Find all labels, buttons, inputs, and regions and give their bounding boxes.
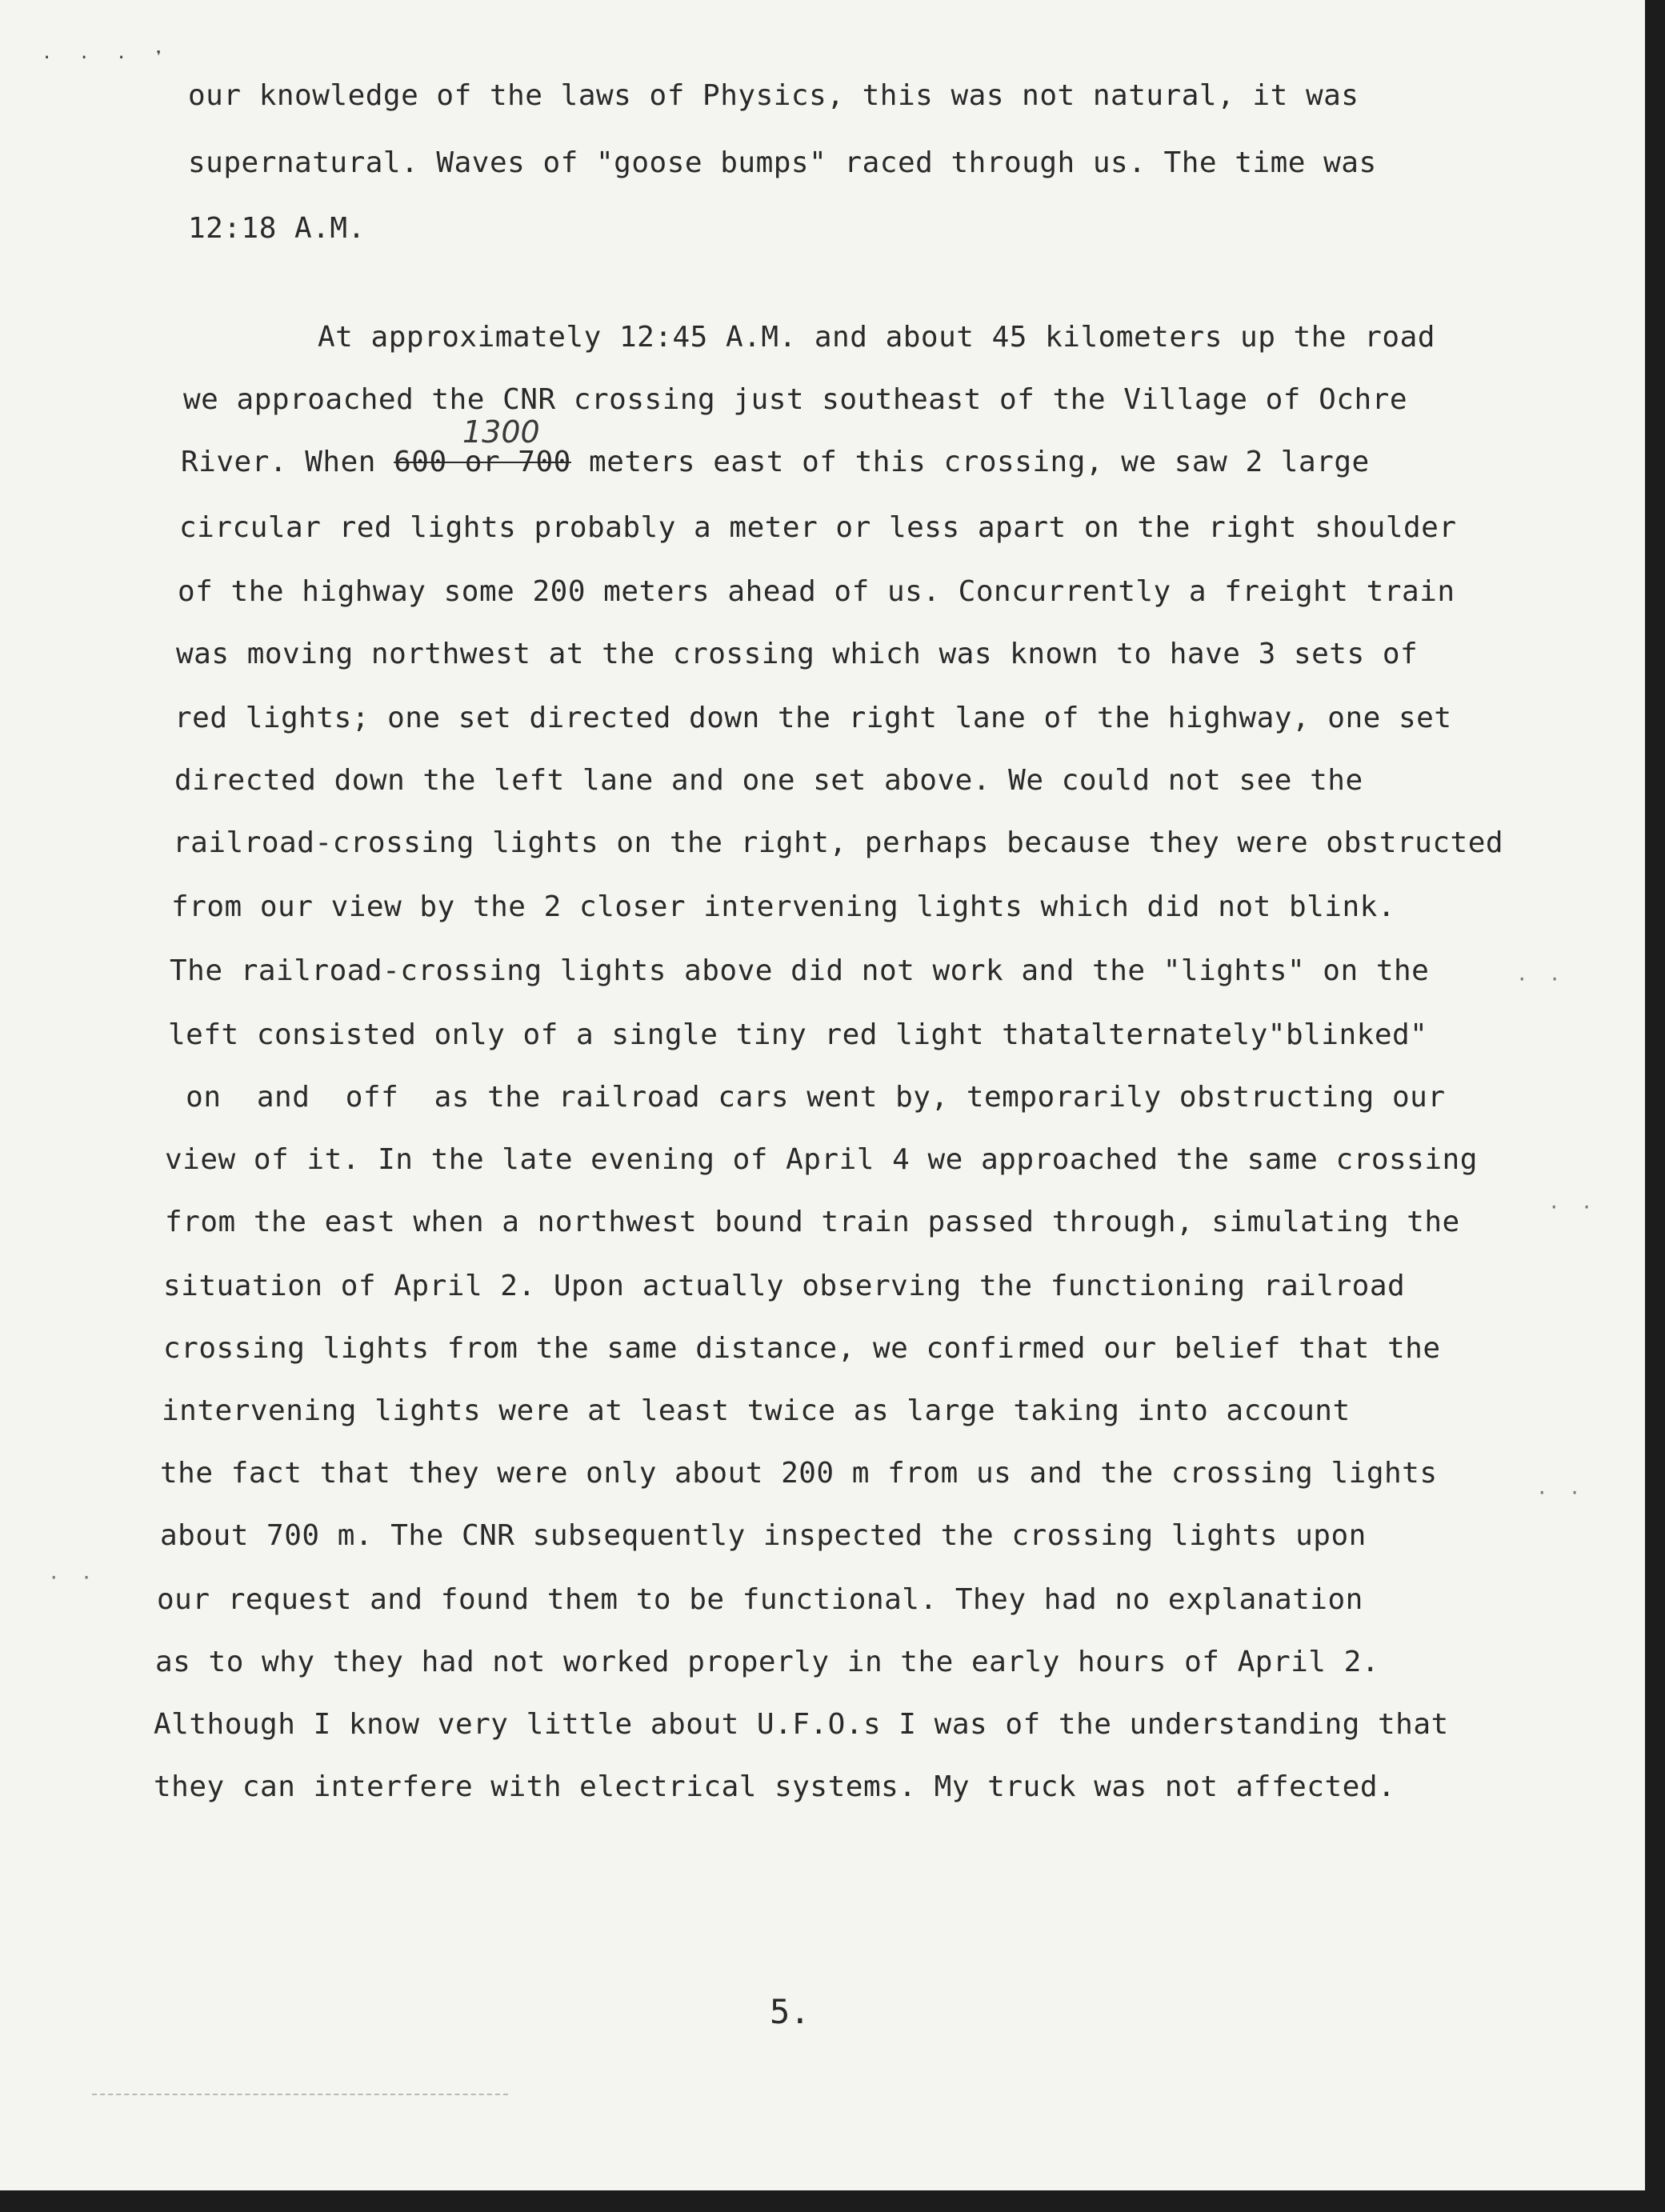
text-line-5: we approached the CNR crossing just southeast of the Village of Ochre xyxy=(183,383,1407,416)
margin-specks-right-3: · · xyxy=(1536,1482,1586,1504)
text-line-13: The railroad-crossing lights above did not work and the "lights" on the xyxy=(170,954,1430,987)
text-line-20: intervening lights were at least twice as large taking into account xyxy=(162,1394,1351,1427)
text-line-26: they can interfere with electrical systems. My truck was not affected. xyxy=(154,1770,1396,1803)
text-line-16: view of it. In the late evening of April 4 we approached the same crossing xyxy=(165,1143,1478,1176)
margin-specks-right-2: · · xyxy=(1548,1196,1598,1218)
river-line-before: River. When xyxy=(181,446,394,478)
text-line-23: our request and found them to be functional. They had no explanation xyxy=(157,1583,1363,1616)
text-line-3: 12:18 A.M. xyxy=(188,212,366,245)
text-line-river xyxy=(181,445,1370,480)
text-line-15: on and off as the railroad cars went by, temporarily obstructing our xyxy=(168,1081,1446,1114)
struck-out-text: 600 or 700 xyxy=(394,446,571,478)
text-line-19: crossing lights from the same distance, we confirmed our belief that the xyxy=(163,1332,1441,1365)
handwritten-correction: 1300 xyxy=(462,414,540,450)
text-line-10: directed down the left lane and one set above. We could not see the xyxy=(174,764,1363,797)
text-line-9: red lights; one set directed down the right lane of the highway, one set xyxy=(174,702,1452,734)
text-line-1: our knowledge of the laws of Physics, this was not natural, it was xyxy=(188,79,1359,112)
text-line-17: from the east when a northwest bound train passed through, simulating the xyxy=(165,1206,1460,1238)
corner-marks: · · · ❜ xyxy=(42,48,172,68)
text-line-22: about 700 m. The CNR subsequently inspected the crossing lights upon xyxy=(160,1519,1367,1552)
text-line-4: At approximately 12:45 A.M. and about 45 kilometers up the road xyxy=(318,321,1435,354)
text-line-11: railroad-crossing lights on the right, perhaps because they were obstructed xyxy=(173,826,1504,859)
text-line-7: of the highway some 200 meters ahead of us. Concurrently a freight train xyxy=(178,575,1455,608)
page-number: 5. xyxy=(770,1992,810,2031)
text-line-8: was moving northwest at the crossing which was known to have 3 sets of xyxy=(176,638,1419,670)
margin-specks-left: · · xyxy=(48,1566,98,1589)
text-line-18: situation of April 2. Upon actually observing the functioning railroad xyxy=(163,1270,1406,1302)
text-line-24: as to why they had not worked properly in the early hours of April 2. xyxy=(155,1646,1379,1678)
margin-specks-right-1: · · xyxy=(1516,968,1566,990)
text-line-2: supernatural. Waves of "goose bumps" raced through us. The time was xyxy=(188,146,1377,179)
text-line-25: Although I know very little about U.F.O.s I was of the understanding that xyxy=(154,1708,1449,1741)
text-line-14: left consisted only of a single tiny red light thatalternately"blinked" xyxy=(168,1018,1428,1051)
text-line-12: from our view by the 2 closer intervening lights which did not blink. xyxy=(171,890,1395,923)
text-line-6: circular red lights probably a meter or less apart on the right shoulder xyxy=(179,511,1457,544)
text-line-21: the fact that they were only about 200 m from us and the crossing lights xyxy=(160,1457,1438,1490)
river-line-after: meters east of this crossing, we saw 2 large xyxy=(570,446,1370,478)
footer-rule xyxy=(92,2094,508,2095)
